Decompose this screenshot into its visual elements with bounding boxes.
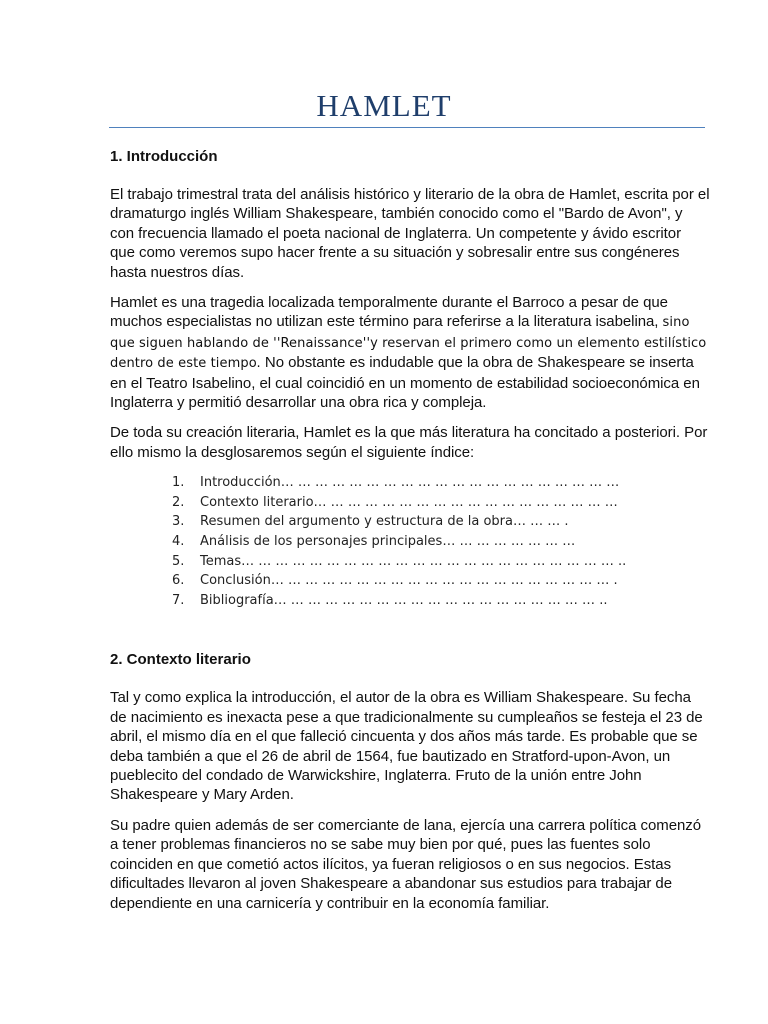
toc-item (172, 552, 710, 572)
section-heading-contexto-literario: 2. Contexto literario (110, 651, 251, 669)
toc-item-text: Introducción… … … … … … … … … … … … … … … … … … … … (200, 475, 620, 491)
toc-item-number: 7. (172, 592, 185, 608)
toc-item-number: 5. (172, 553, 185, 569)
toc-item-number: 1. (172, 475, 185, 491)
toc-item (172, 512, 710, 532)
toc-item (172, 571, 710, 591)
toc-item (172, 532, 710, 552)
table-of-contents (110, 473, 710, 610)
toc-item-text: Conclusión… … … … … … … … … … … … … … … … … … … … . (200, 573, 618, 589)
toc-item-text: Análisis de los personajes principales… … … … … … … … (200, 534, 576, 550)
paragraph-intro-1: El trabajo trimestral trata del análisis histórico y literario de la obra de Hamlet, escrita por el dramaturgo inglés William Shakespeare, también conocido como el "Bardo de Avon", y con frecuencia llamado el poeta nacional de Inglaterra. Un competente y ávido escritor que como veremos supo hacer frente a su situación y sobresalir entre sus congéneres hasta nuestros días. (110, 186, 710, 281)
section-heading-introduccion: 1. Introducción (110, 148, 218, 165)
paragraph-contexto-1: Tal y como explica la introducción, el autor de la obra es William Shakespeare. Su fecha de nacimiento es inexacta pese a que tradicionalmente su cumpleaños se festeja el 23 de abril, el mismo día en el que falleció cincuenta y dos años más tarde. Es probable que se deba también a que el 26 de abril de 1564, fue bautizado en Stratford-upon-Avon, un pueblecito del condado de Warwickshire, Inglaterra. Fruto de la unión entre John Shakespeare y Mary Arden. (110, 689, 703, 804)
paragraph-intro-2 (110, 293, 710, 412)
toc-item-text: Contexto literario… … … … … … … … … … … … … … … … … … (200, 494, 618, 510)
paragraph-intro-2-part-a: Hamlet es una tragedia localizada temporalmente durante el Barroco a pesar de que muchos especialistas no utilizan este término para referirse a la literatura isabelina, (110, 294, 668, 331)
toc-item-number: 6. (172, 573, 185, 589)
paragraph-contexto-2: Su padre quien además de ser comerciante de lana, ejercía una carrera política comenzó a tener problemas financieros no se sabe muy bien por qué, pues las fuentes solo coinciden en que cometió actos ilícitos, ya fueran religiosos o en sus negocios. Estas dificultades llevaron al joven Shakespeare a abandonar sus estudios para trabajar de dependiente en una carnicería y contribuir en la economía familiar. (110, 816, 702, 912)
toc-item-number: 3. (172, 514, 185, 530)
paragraph-intro-2-part-c: No obstante es indudable que la obra de Shakespeare se inserta en el Teatro Isabelino, el cual coincidió en un momento de estabilidad socioeconómica en Inglaterra y permitió desarrollar una obra rica y compleja. (110, 354, 700, 412)
paragraph-intro-3: De toda su creación literaria, Hamlet es la que más literatura ha concitado a posteriori. Por ello mismo la desglosaremos según el siguiente índice: (110, 424, 708, 461)
title-underline (109, 127, 705, 128)
toc-item (172, 473, 710, 493)
toc-item-number: 4. (172, 534, 185, 550)
toc-item-text: Temas… … … … … … … … … … … … … … … … … … … … … … .. (200, 553, 627, 569)
paragraph-intro-2-part-b: sino que siguen hablando de ''Renaissance''y reservan el primero como un elemento estilístico dentro de este tiempo. (110, 315, 707, 372)
toc-item-text: Resumen del argumento y estructura de la obra… … … . (200, 514, 569, 530)
toc-item-number: 2. (172, 494, 185, 510)
toc-item (172, 591, 710, 611)
toc-item-text: Bibliografía… … … … … … … … … … … … … … … … … … … .. (200, 592, 608, 608)
toc-item (172, 493, 710, 513)
document-title: HAMLET (316, 88, 452, 123)
document-body (110, 148, 710, 924)
